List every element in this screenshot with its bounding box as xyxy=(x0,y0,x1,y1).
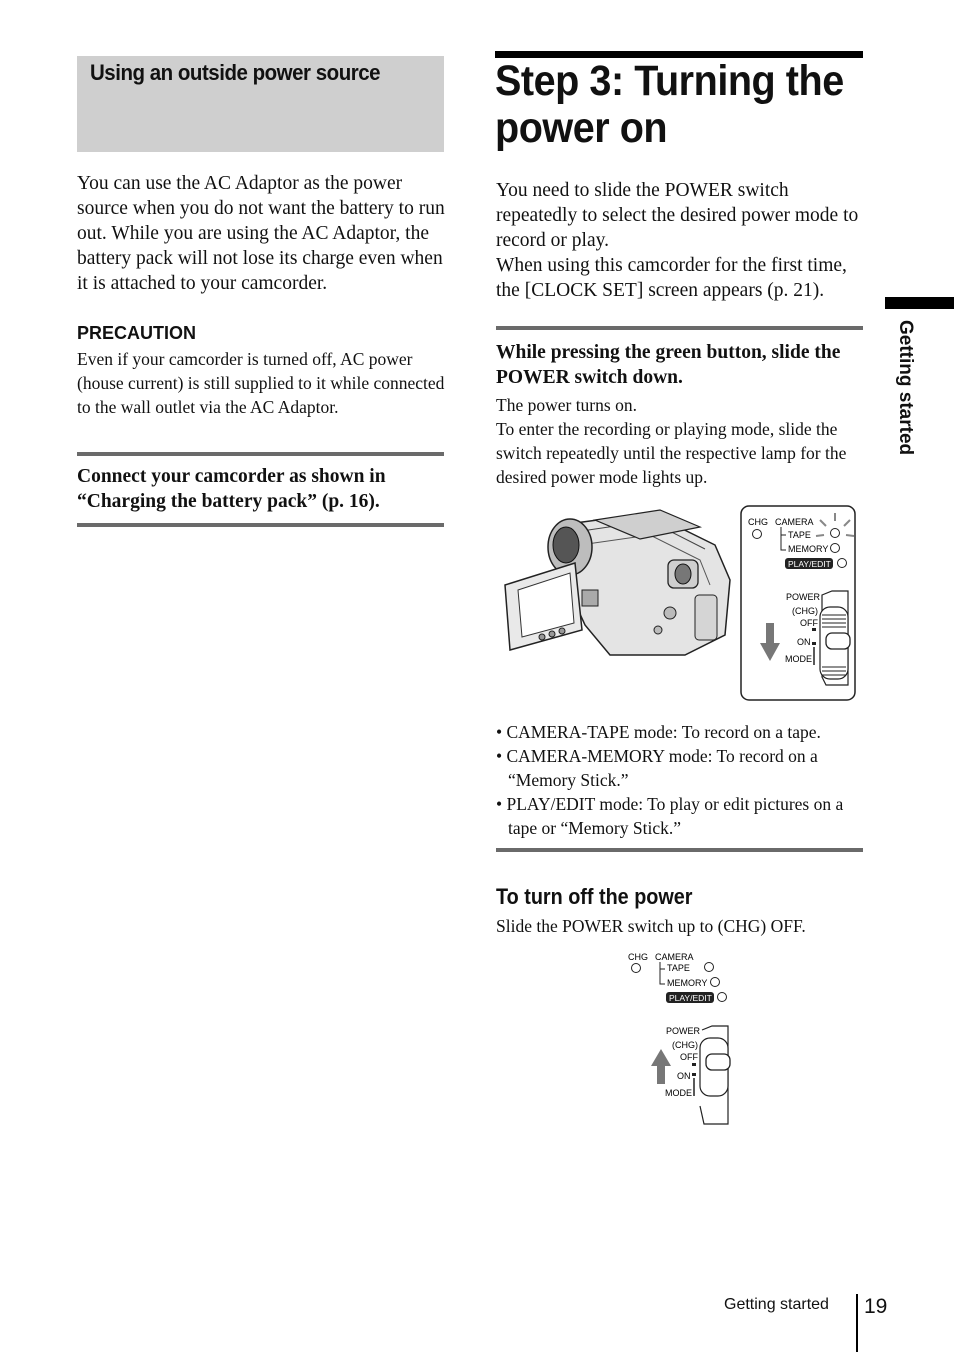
on-label: ON xyxy=(797,637,811,647)
memory-label: MEMORY xyxy=(667,978,708,988)
side-tab-text: Getting started xyxy=(895,320,916,456)
divider-rule xyxy=(496,848,863,852)
step-intro: You need to slide the POWER switch repeatedly to select the desired power mode to record or play. When using this camcorder for the first time, the [CLOCK SET] screen appears (p. 21). xyxy=(496,180,859,301)
power-label: POWER xyxy=(786,592,821,602)
outside-power-intro: You can use the AC Adaptor as the power source when you do not want the battery to run out. While you are using the AC Adaptor, the battery pack will not lose its charge even when it is attached to your camcorder. xyxy=(77,173,445,294)
footer-section-label: Getting started xyxy=(724,1296,829,1313)
turn-off-text: Slide the POWER switch up to (CHG) OFF. xyxy=(496,916,806,936)
play-edit-label: PLAY/EDIT xyxy=(669,993,712,1003)
power-off-diagram xyxy=(620,946,735,1128)
tape-label: TAPE xyxy=(788,530,811,540)
page-number: 19 xyxy=(864,1295,888,1318)
footer-divider xyxy=(856,1294,858,1352)
power-label: POWER xyxy=(666,1026,701,1036)
step-result: The power turns on. To enter the recording or playing mode, slide the switch repeatedly until the respective lamp for the desired power mode lights up. xyxy=(496,395,847,487)
section-tab-marker xyxy=(885,297,954,309)
power-switch-diagram xyxy=(740,505,857,702)
divider-rule xyxy=(496,326,863,330)
step-instruction: While pressing the green button, slide the POWER switch down. xyxy=(496,342,841,388)
page-title: Step 3: Turning the power on xyxy=(495,57,844,152)
off-label: OFF xyxy=(800,618,818,628)
mode-label: MODE xyxy=(665,1088,692,1098)
section-title: Using an outside power source xyxy=(90,60,381,85)
mode-list xyxy=(496,720,868,840)
tape-label: TAPE xyxy=(667,963,690,973)
chg-paren-label: (CHG) xyxy=(792,606,818,616)
memory-label: MEMORY xyxy=(788,544,829,554)
off-label: OFF xyxy=(680,1052,698,1062)
side-tab-label xyxy=(892,320,916,460)
divider-rule xyxy=(77,523,444,527)
connect-step: Connect your camcorder as shown in “Charging the battery pack” (p. 16). xyxy=(77,466,386,512)
camcorder-illustration xyxy=(500,505,738,660)
turn-off-heading: To turn off the power xyxy=(496,884,693,909)
camera-label: CAMERA xyxy=(655,952,694,962)
divider-rule xyxy=(77,452,444,456)
precaution-text: Even if your camcorder is turned off, AC power (house current) is still supplied to it while connected to the wall outlet via the AC Adaptor. xyxy=(77,349,445,417)
list-item: • PLAY/EDIT mode: To play or edit pictures on a tape or “Memory Stick.” xyxy=(496,794,844,838)
on-label: ON xyxy=(677,1071,691,1081)
chg-paren-label: (CHG) xyxy=(672,1040,698,1050)
camera-label: CAMERA xyxy=(775,517,814,527)
list-item: • CAMERA-MEMORY mode: To record on a “Memory Stick.” xyxy=(496,746,818,790)
chg-label: CHG xyxy=(748,517,768,527)
list-item: • CAMERA-TAPE mode: To record on a tape. xyxy=(496,722,821,742)
play-edit-label: PLAY/EDIT xyxy=(788,559,831,569)
chg-label: CHG xyxy=(628,952,648,962)
mode-label: MODE xyxy=(785,654,812,664)
precaution-heading: PRECAUTION xyxy=(77,323,197,343)
